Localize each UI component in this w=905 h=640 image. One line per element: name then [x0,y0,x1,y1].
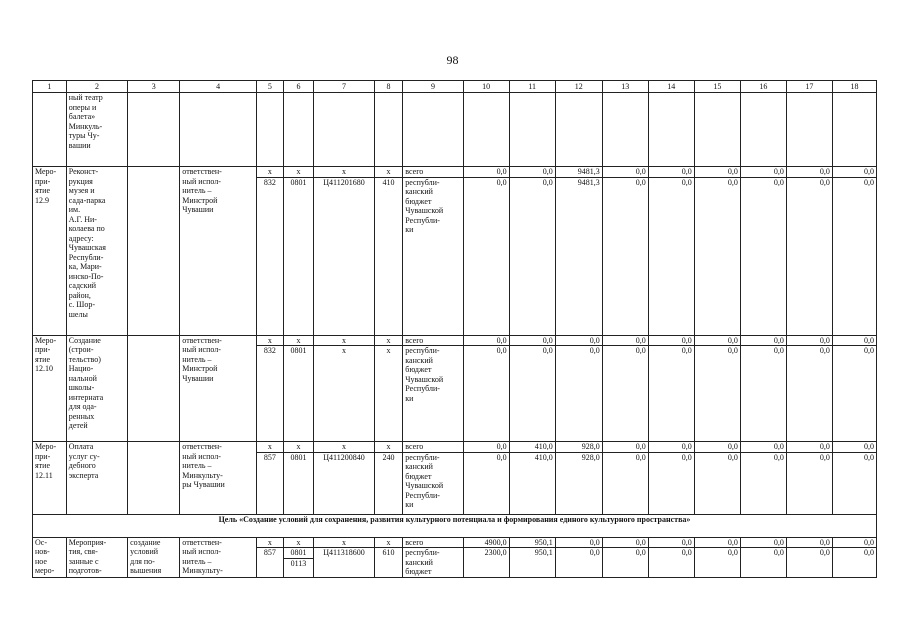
row-1-line-2-col15: 0,0 [694,177,740,335]
row-1-line-2-col17: 0,0 [786,177,832,335]
row-2-line-2-col6: 0801 [283,346,314,442]
row-1-line-2-col8: 410 [374,177,403,335]
row-1-line-1-col9: всего [403,167,463,178]
row-2-line-1-col13: 0,0 [602,335,648,346]
header-cell-2: 2 [66,81,127,93]
row-1-line-1-col6: x [283,167,314,178]
row-1-line-1-col11: 0,0 [509,167,555,178]
continuation-cell-5 [257,93,284,167]
row-3-line-2-col13: 0,0 [602,452,648,514]
goal-row [33,514,877,537]
row-1-line-1-col8: x [374,167,403,178]
row-2-line-2-col9: республи- канский бюджет Чувашской Республи- ки [403,346,463,442]
row-4-line-1-col8: x [374,537,403,548]
row-3-line-1-col5: x [257,442,284,453]
continuation-cell-18 [832,93,876,167]
continuation-cell-17 [786,93,832,167]
header-cell-18: 18 [832,81,876,93]
header-cell-12: 12 [555,81,602,93]
row-3-line-1-col7: x [314,442,374,453]
row-2-line-1-col17: 0,0 [786,335,832,346]
row-3-line-1 [33,442,877,453]
row-2-line-2-col16: 0,0 [740,346,786,442]
row-3-line-1-col6: x [283,442,314,453]
row-4-line-2-col13: 0,0 [602,548,648,578]
row-1-col1: Меро- при- ятие 12.9 [33,167,67,336]
row-1-col4: ответствен- ный испол- нитель – Минстрой Чувашии [180,167,257,336]
row-4-line-1-col9: всего [403,537,463,548]
header-cell-6: 6 [283,81,314,93]
header-cell-8: 8 [374,81,403,93]
row-1-line-1-col15: 0,0 [694,167,740,178]
continuation-cell-13 [602,93,648,167]
row-2-line-1-col8: x [374,335,403,346]
row-2-col4: ответствен- ный испол- нитель – Минстрой Чувашии [180,335,257,442]
row-4-line-2-col18: 0,0 [832,548,876,578]
header-cell-16: 16 [740,81,786,93]
row-4-line-1-col11: 950,1 [509,537,555,548]
row-2-line-1-col14: 0,0 [648,335,694,346]
row-1-line-2-col6: 0801 [283,177,314,335]
row-2-line-1-col18: 0,0 [832,335,876,346]
continuation-cell-1 [33,93,67,167]
row-1-line-2-col7: Ц411201680 [314,177,374,335]
row-2-line-1-col10: 0,0 [463,335,509,346]
row-3-line-2-col8: 240 [374,452,403,514]
continuation-cell-15 [694,93,740,167]
row-3-line-1-col15: 0,0 [694,442,740,453]
row-4-col4: ответствен- ный испол- нитель – Минкульту- [180,537,257,578]
row-2-line-1-col6: x [283,335,314,346]
row-3-line-1-col17: 0,0 [786,442,832,453]
header-row [33,81,877,93]
row-1-line-1-col12: 9481,3 [555,167,602,178]
row-1-col2: Реконст- рукция музея и сада-парка им. А.Г. Ни- колаева по адресу: Чувашская Республи- ка, Мари- инско-По- садский район, с. Шор- шелы [66,167,127,336]
row-4-col2: Мероприя- тия, свя- занные с подготов- [66,537,127,578]
row-3-line-1-col8: x [374,442,403,453]
row-1-line-2-col5: 832 [257,177,284,335]
row-4-line-2-col14: 0,0 [648,548,694,578]
row-1-line-2-col10: 0,0 [463,177,509,335]
row-4-line-2-col16: 0,0 [740,548,786,578]
row-4-line-1-col12: 0,0 [555,537,602,548]
row-4-line-1-col14: 0,0 [648,537,694,548]
row-2-line-1-col9: всего [403,335,463,346]
row-2-line-2-col18: 0,0 [832,346,876,442]
row-1-line-1-col18: 0,0 [832,167,876,178]
row-2-line-2-col17: 0,0 [786,346,832,442]
row-3-line-2-col9: республи- канский бюджет Чувашской Республи- ки [403,452,463,514]
header-cell-15: 15 [694,81,740,93]
header-cell-17: 17 [786,81,832,93]
row-1-line-1-col5: x [257,167,284,178]
row-3-col4: ответствен- ный испол- нитель – Минкульту- ры Чувашии [180,442,257,515]
continuation-cell-8 [374,93,403,167]
row-4-line-2-col15: 0,0 [694,548,740,578]
row-2-line-1-col15: 0,0 [694,335,740,346]
row-1-line-2-col14: 0,0 [648,177,694,335]
row-1-line-2-col18: 0,0 [832,177,876,335]
row-1-line-1-col13: 0,0 [602,167,648,178]
row-4-line-1-col15: 0,0 [694,537,740,548]
row-4-line-2-col17: 0,0 [786,548,832,578]
row-3-line-1-col13: 0,0 [602,442,648,453]
continuation-cell-2: ный театр оперы и балета» Минкуль- туры Чу- вашии [66,93,127,167]
row-4-line-2-col12: 0,0 [555,548,602,578]
row-4-col3: создание условий для по- вышения [128,537,180,578]
row-4-line-1-col7: x [314,537,374,548]
continuation-cell-3 [128,93,180,167]
row-4-line-2-col9: республи- канский бюджет [403,548,463,578]
row-1-line-1 [33,167,877,178]
row-2-line-1-col11: 0,0 [509,335,555,346]
continuation-cell-6 [283,93,314,167]
row-3-line-2-col12: 928,0 [555,452,602,514]
row-3-col3 [128,442,180,515]
row-4-line-1-col13: 0,0 [602,537,648,548]
row-4-line-2-col8: 610 [374,548,403,578]
row-2-line-1-col5: x [257,335,284,346]
continuation-cell-16 [740,93,786,167]
row-4-line-1-col16: 0,0 [740,537,786,548]
page-number: 98 [446,53,459,67]
header-cell-1: 1 [33,81,67,93]
continuation-cell-12 [555,93,602,167]
row-3-line-2-col16: 0,0 [740,452,786,514]
row-2-line-1-col16: 0,0 [740,335,786,346]
row-2-line-1-col7: x [314,335,374,346]
row-1-line-2-col13: 0,0 [602,177,648,335]
row-4-line-2-col6-a: 0801 [290,548,307,557]
row-2-line-2-col14: 0,0 [648,346,694,442]
header-cell-14: 14 [648,81,694,93]
row-4-line-1-col6: x [283,537,314,548]
row-2-col1: Меро- при- ятие 12.10 [33,335,67,442]
continuation-cell-11 [509,93,555,167]
row-2-col2: Создание (строи- тельство) Нацио- нальной школы- интерната для ода- ренных детей [66,335,127,442]
budget-table [32,80,877,578]
row-3-line-1-col18: 0,0 [832,442,876,453]
row-4-line-2-col7: Ц411318600 [314,548,374,578]
row-3-line-2-col10: 0,0 [463,452,509,514]
row-3-line-2-col7: Ц411200840 [314,452,374,514]
row-3-col1: Меро- при- ятие 12.11 [33,442,67,515]
header-cell-11: 11 [509,81,555,93]
row-3-line-1-col14: 0,0 [648,442,694,453]
row-2-col3 [128,335,180,442]
row-1-col3 [128,167,180,336]
row-4-line-1-col17: 0,0 [786,537,832,548]
row-4-line-1-col10: 4900,0 [463,537,509,548]
goal-text: Цель «Создание условий для сохранения, развития культурного потенциала и формирования единого культурного пространства» [33,514,877,537]
row-2-line-2-col8: x [374,346,403,442]
header-cell-3: 3 [128,81,180,93]
row-3-line-2-col17: 0,0 [786,452,832,514]
continuation-cell-14 [648,93,694,167]
header-cell-4: 4 [180,81,257,93]
continuation-cell-7 [314,93,374,167]
row-3-line-1-col9: всего [403,442,463,453]
row-1-line-2-col11: 0,0 [509,177,555,335]
row-4-line-2-col5: 857 [257,548,284,578]
row-1-line-2-col16: 0,0 [740,177,786,335]
row-1-line-2-col9: республи- канский бюджет Чувашской Республи- ки [403,177,463,335]
row-1-line-2-col12: 9481,3 [555,177,602,335]
row-4-line-1-col18: 0,0 [832,537,876,548]
continuation-row [33,93,877,167]
row-4-line-2-col6-b: 0113 [284,558,314,569]
row-2-line-1 [33,335,877,346]
row-2-line-2-col7: x [314,346,374,442]
row-3-line-2-col5: 857 [257,452,284,514]
continuation-cell-4 [180,93,257,167]
row-2-line-2-col5: 832 [257,346,284,442]
row-2-line-2-col15: 0,0 [694,346,740,442]
row-3-line-1-col11: 410,0 [509,442,555,453]
row-4-line-1 [33,537,877,548]
row-4-line-2-col10: 2300,0 [463,548,509,578]
row-1-line-1-col14: 0,0 [648,167,694,178]
row-4-line-2-col6 [283,548,314,578]
continuation-cell-9 [403,93,463,167]
row-3-line-2-col6: 0801 [283,452,314,514]
row-1-line-1-col16: 0,0 [740,167,786,178]
header-cell-7: 7 [314,81,374,93]
row-3-line-2-col15: 0,0 [694,452,740,514]
row-4-line-1-col5: x [257,537,284,548]
row-3-line-1-col10: 0,0 [463,442,509,453]
header-cell-5: 5 [257,81,284,93]
row-3-line-2-col18: 0,0 [832,452,876,514]
row-3-line-1-col12: 928,0 [555,442,602,453]
row-3-line-2-col11: 410,0 [509,452,555,514]
header-cell-9: 9 [403,81,463,93]
row-4-col1: Ос- нов- ное меро- [33,537,67,578]
row-2-line-2-col10: 0,0 [463,346,509,442]
row-3-col2: Оплата услуг су- дебного эксперта [66,442,127,515]
row-3-line-2-col14: 0,0 [648,452,694,514]
row-3-line-1-col16: 0,0 [740,442,786,453]
header-cell-13: 13 [602,81,648,93]
row-1-line-1-col17: 0,0 [786,167,832,178]
row-2-line-2-col12: 0,0 [555,346,602,442]
row-2-line-2-col13: 0,0 [602,346,648,442]
continuation-cell-10 [463,93,509,167]
row-1-line-1-col10: 0,0 [463,167,509,178]
row-2-line-1-col12: 0,0 [555,335,602,346]
header-cell-10: 10 [463,81,509,93]
row-4-line-2-col11: 950,1 [509,548,555,578]
row-1-line-1-col7: x [314,167,374,178]
row-2-line-2-col11: 0,0 [509,346,555,442]
